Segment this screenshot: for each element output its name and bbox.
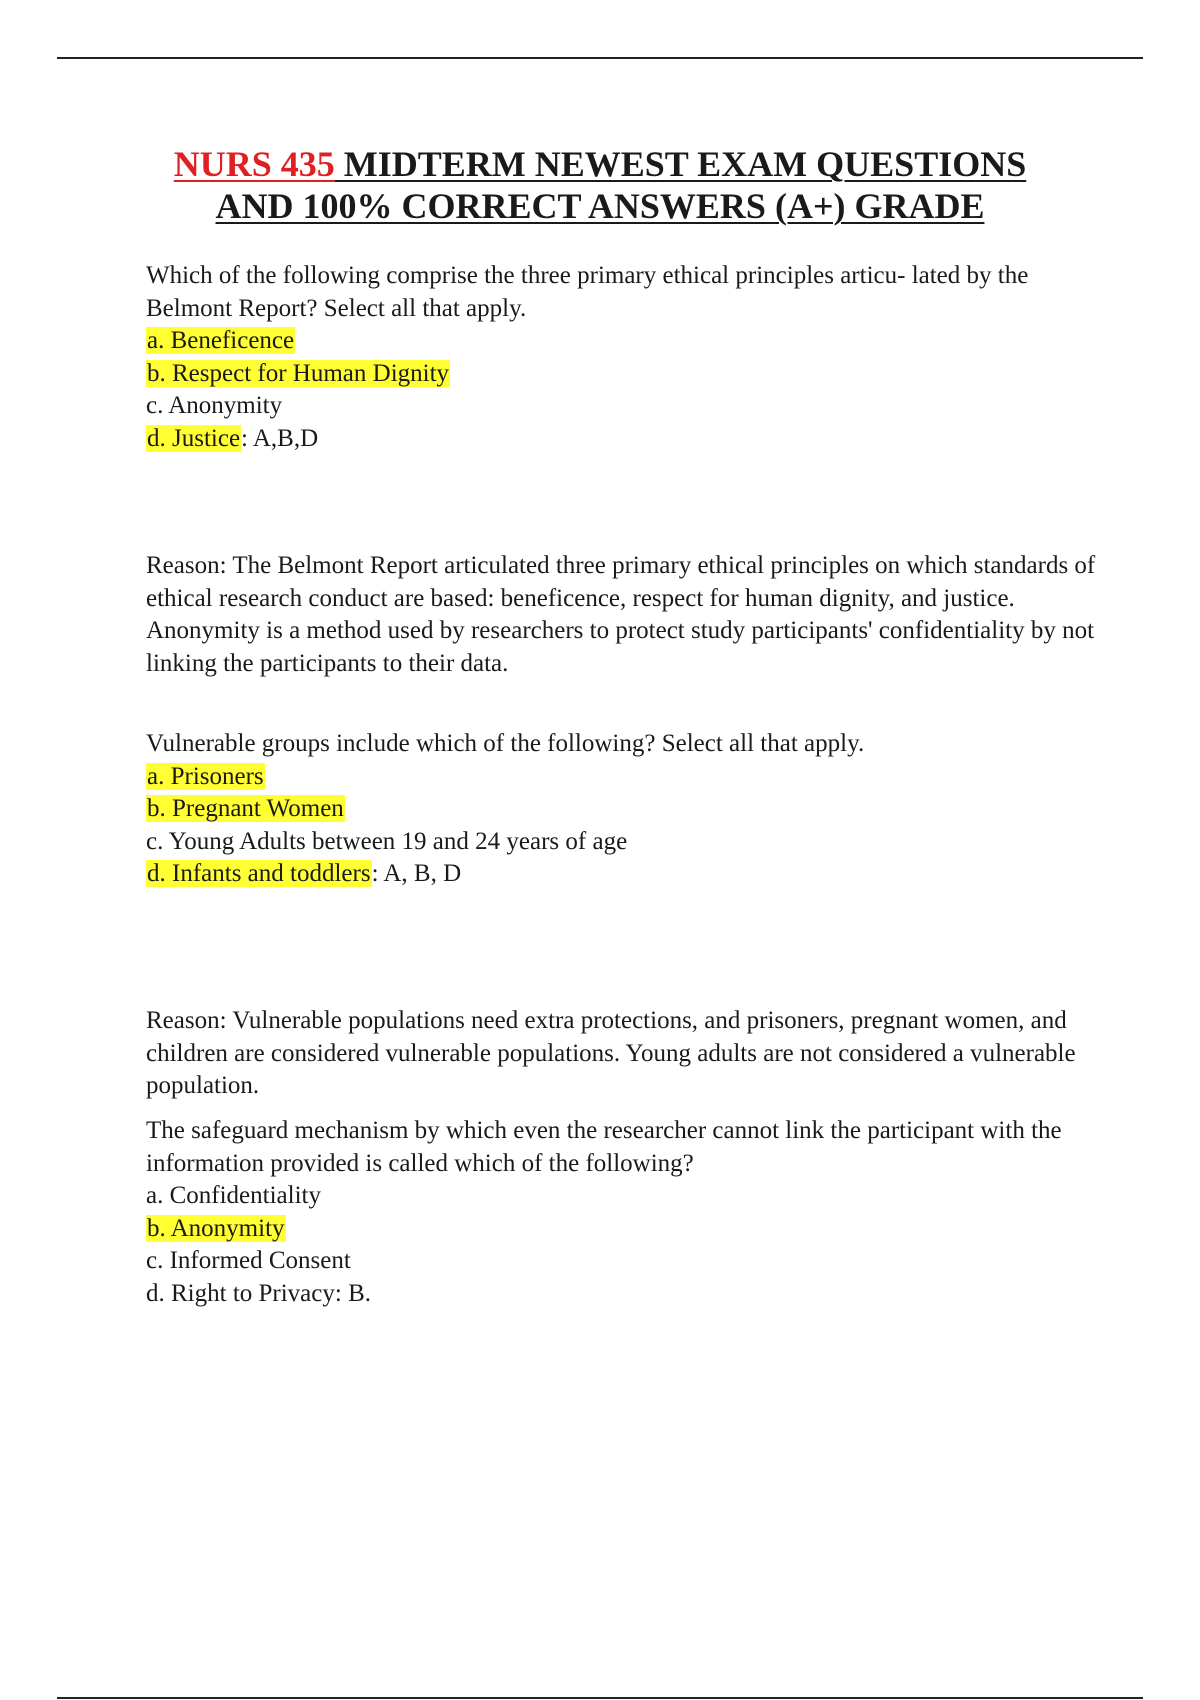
question-1 (146, 260, 1106, 455)
question-3-option-a: a. Confidentiality (146, 1182, 321, 1209)
question-2-stem: Vulnerable groups include which of the following? Select all that apply. (146, 730, 865, 757)
answer-highlight: b. Respect for Human Dignity (147, 359, 450, 387)
question-2-option-d (146, 858, 1106, 891)
question-3-option-c: c. Informed Consent (146, 1247, 351, 1274)
question-2-option-b (146, 793, 1106, 826)
question-2-answer-key: : A, B, D (371, 860, 462, 887)
question-3-option-b (146, 1213, 1106, 1246)
title-line2: AND 100% CORRECT ANSWERS (A+) GRADE (215, 186, 985, 226)
question-3-option-d: d. Right to Privacy: B. (146, 1279, 371, 1307)
answer-highlight: b. Anonymity (147, 1214, 285, 1242)
bottom-rule (57, 1697, 1143, 1699)
question-1-reason (146, 550, 1106, 680)
answer-highlight: a. Prisoners (147, 762, 264, 790)
question-3 (146, 1115, 1106, 1310)
question-1-option-b (146, 358, 1106, 391)
reason-text: Reason: Vulnerable populations need extra protections, and prisoners, pregnant women, and children are considered vulnerable populations. Young adults are not considered a vulnerable population. (146, 1007, 1076, 1099)
question-2-reason (146, 1005, 1106, 1103)
top-rule (57, 57, 1143, 59)
title-course-code: NURS 435 (173, 144, 335, 184)
question-3-stem: The safeguard mechanism by which even the researcher cannot link the participant with the information provided is called which of the following? (146, 1117, 1062, 1177)
question-1-option-d (146, 423, 1106, 456)
answer-highlight: d. Justice (147, 424, 241, 452)
question-1-stem: Which of the following comprise the three primary ethical principles articu- lated by the Belmont Report? Select all that apply. (146, 262, 1029, 322)
document-title (60, 143, 1140, 227)
question-1-option-a (146, 325, 1106, 358)
question-2 (146, 728, 1106, 891)
answer-highlight: d. Infants and toddlers (147, 860, 371, 887)
question-1-answer-key: : A,B,D (241, 424, 319, 452)
answer-highlight: a. Beneficence (147, 327, 295, 354)
reason-text: Reason: The Belmont Report articulated three primary ethical principles on which standards of ethical research conduct are based: beneficence, respect for human dignity, and justice. Anonymity is a method used by researchers to protect study participants' confidentiality by not linking the participants to their data. (146, 552, 1096, 677)
answer-highlight: b. Pregnant Women (147, 795, 344, 822)
question-1-option-c: c. Anonymity (146, 392, 283, 419)
question-2-option-c: c. Young Adults between 19 and 24 years of age (146, 827, 628, 855)
question-2-option-a (146, 761, 1106, 794)
title-line1: MIDTERM NEWEST EXAM QUESTIONS (334, 144, 1027, 184)
